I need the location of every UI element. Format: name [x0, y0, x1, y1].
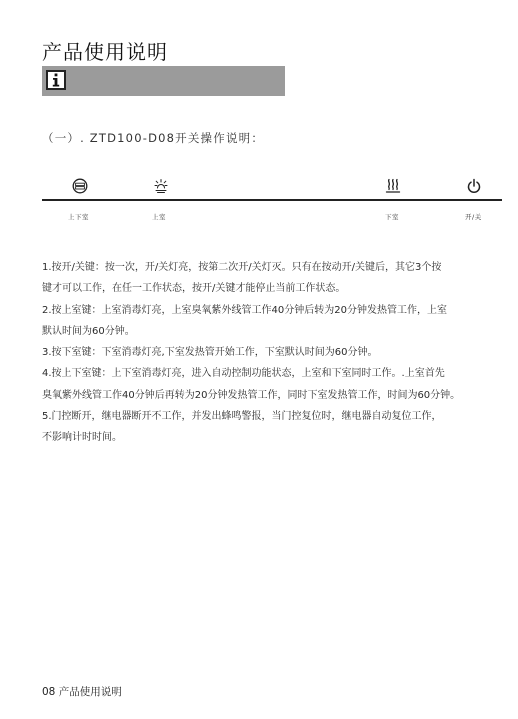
power-label: 开/关 — [465, 213, 482, 221]
page-title: 产品使用说明 — [42, 40, 168, 64]
instruction-line: 不影响计时时间。 — [42, 432, 122, 444]
control-panel-line — [42, 199, 502, 201]
upper-chamber-label: 上室 — [152, 213, 166, 221]
instruction-line: 5.门控断开，继电器断开不工作，并发出蜂鸣警报，当门控复位时，继电器自动复位工作， — [42, 411, 442, 423]
instruction-line: 3.按下室键：下室消毒灯亮,下室发热管开始工作，下室默认时间为60分钟。 — [42, 347, 378, 359]
upper-chamber-icon[interactable] — [151, 176, 171, 196]
instruction-line: 2.按上室键：上室消毒灯亮，上室臭氧紫外线管工作40分钟后转为20分钟发热管工作，上室 — [42, 304, 447, 316]
power-icon[interactable] — [464, 176, 484, 196]
both-chambers-icon[interactable] — [70, 176, 90, 196]
instruction-line: 1.按开/关键：按一次，开/关灯亮，按第二次开/关灯灭。只有在按动开/关键后，其它3个按 — [42, 262, 442, 273]
instruction-line: 臭氧紫外线管工作40分钟后再转为20分钟发热管工作，同时下室发热管工作，时间为60分钟。 — [42, 389, 461, 401]
instruction-line: 默认时间为60分钟。 — [42, 325, 135, 337]
info-banner — [42, 66, 285, 96]
instruction-line: 键才可以工作，在任一工作状态，按开/关键才能停止当前工作状态。 — [42, 283, 346, 295]
heat-icon[interactable] — [383, 176, 403, 196]
section-heading: （一）. ZTD100-D08开关操作说明： — [42, 131, 265, 145]
instructions-text — [42, 257, 508, 449]
lower-chamber-label: 下室 — [385, 213, 399, 221]
instruction-line: 4.按上下室键：上下室消毒灯亮，进入自动控制功能状态，上室和下室同时工作。.上室首先 — [42, 368, 445, 380]
both-chambers-label: 上下室 — [68, 213, 89, 221]
info-icon — [46, 70, 66, 90]
page-footer: 08 产品使用说明 — [42, 686, 122, 698]
